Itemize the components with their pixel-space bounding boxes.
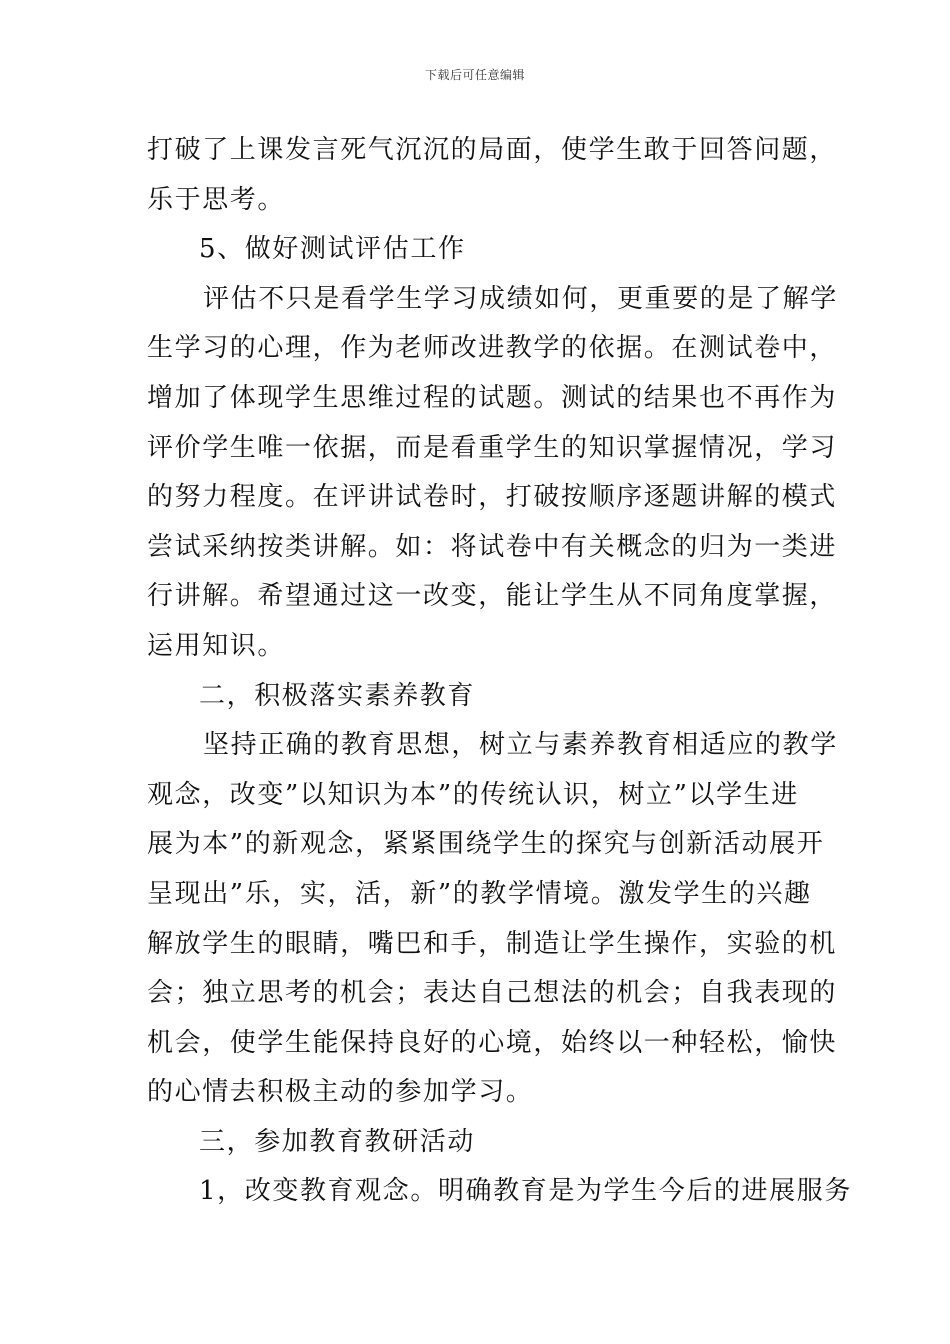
text-line: 增加了体现学生思维过程的试题。测试的结果也不再作为 [147, 382, 838, 413]
text-line: 行讲解。希望通过这一改变，能让学生从不同角度掌握， [147, 581, 838, 612]
paragraph-first-line: 坚持正确的教育思想，树立与素养教育相适应的教学 [203, 730, 838, 761]
text-line: 的努力程度。在评讲试卷时，打破按顺序逐题讲解的模式 [147, 482, 838, 513]
text-line: 观念，改变”以知识为本”的传统认识，树立”以学生进 [147, 779, 799, 810]
text-line: 的心情去积极主动的参加学习。 [147, 1077, 534, 1108]
section-heading: 5、做好测试评估工作 [199, 234, 466, 265]
text-line: 呈现出”乐，实，活，新”的教学情境。激发学生的兴趣 [147, 878, 812, 909]
document-body [147, 126, 852, 1217]
text-line: 评价学生唯一依据，而是看重学生的知识掌握情况，学习 [147, 432, 838, 463]
text-line: 展为本”的新观念，紧紧围绕学生的探究与创新活动展开 [147, 829, 825, 860]
paragraph-first-line: 评估不只是看学生学习成绩如何，更重要的是了解学 [203, 283, 838, 314]
text-line: 运用知识。 [147, 630, 286, 661]
text-line: 机会，使学生能保持良好的心境，始终以一种轻松，愉快 [147, 1027, 838, 1058]
text-line: 会；独立思考的机会；表达自己想法的机会；自我表现的 [147, 978, 838, 1009]
text-line: 尝试采纳按类讲解。如：将试卷中有关概念的归为一类进 [147, 531, 838, 562]
section-heading: 三，参加教育教研活动 [199, 1126, 476, 1157]
text-line: 乐于思考。 [147, 184, 286, 215]
text-line: 打破了上课发言死气沉沉的局面，使学生敢于回答问题， [147, 135, 838, 165]
text-line: 生学习的心理，作为老师改进教学的依据。在测试卷中， [147, 333, 838, 364]
paragraph-first-line: 1，改变教育观念。明确教育是为学生今后的进展服务 [199, 1176, 852, 1207]
page-header: 下载后可任意编辑 [424, 68, 525, 82]
text-line: 解放学生的眼睛，嘴巴和手，制造让学生操作，实验的机 [147, 928, 838, 959]
section-heading: 二，积极落实素养教育 [199, 680, 476, 711]
